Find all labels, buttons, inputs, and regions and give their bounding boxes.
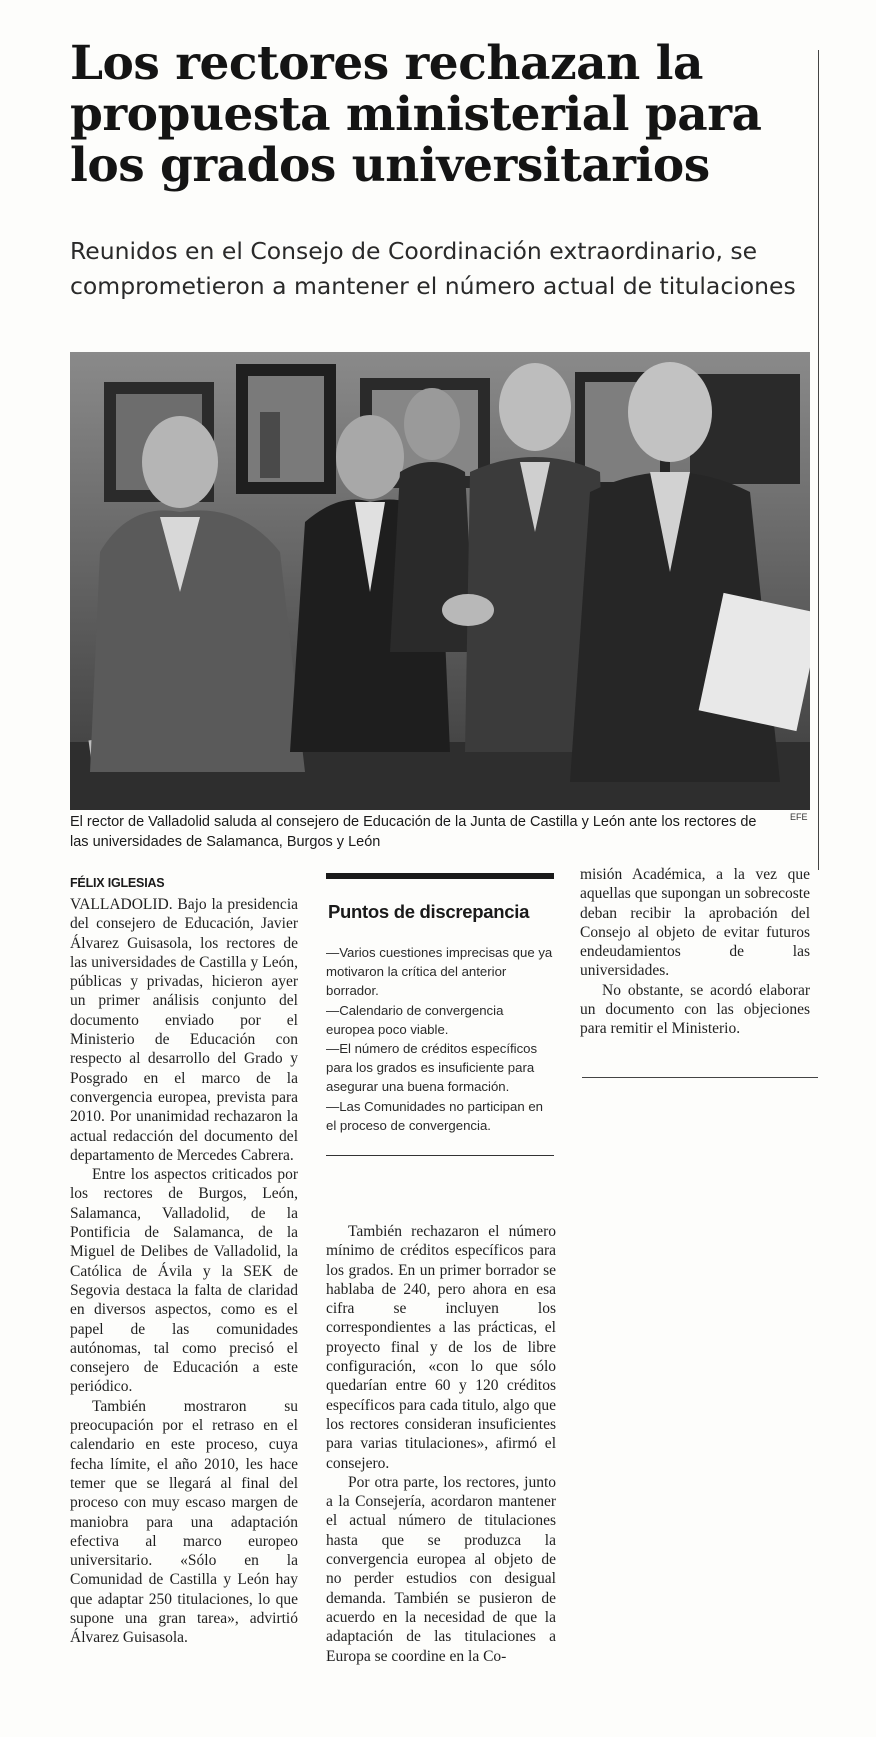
article-end-rule [582,1077,818,1078]
photo-credit: EFE [790,812,808,822]
sidebar-box [326,873,554,1156]
subheadline: Reunidos en el Consejo de Coordinación extraordinario, se comprometieron a mantener el número actual de titulaciones [70,237,796,300]
paragraph: misión Académica, a la vez que aquellas que supongan un sobrecoste deban recibir la aprobación del Consejo al objeto de evitar futuros endeudamientos de las universidades. [580,866,810,980]
headline: Los rectores rechazan la propuesta ministerial para los grados universitarios [70,36,762,193]
sidebar-bottom-rule [326,1155,554,1156]
paragraph: No obstante, se acordó elaborar un documento con las objeciones para remitir el Ministerio. [580,981,810,1038]
sidebar-title: Puntos de discrepancia [328,901,530,922]
paragraph: También rechazaron el número mínimo de créditos específicos para los grados. En un primer borrador se hablaba de 240, pero ahora en esa cifra se incluyen los correspondientes a las prácticas, el proyecto final y de los de libre configuración, «con lo que sólo quedarían entre 60 y 120 créditos específicos para cada titulo, algo que los rectores consideran insuficientes para varias titulaciones», afirmó el consejero. [326,1223,556,1472]
paragraph: Entre los aspectos criticados por los rectores de Burgos, León, Salamanca, Valladolid, de la Pontificia de Salamanca, de la Miguel de Delibes de Valladolid, la Católica de Ávila y la SEK de Segovia destaca la falta de claridad en diversos aspectos, como es el papel de las comunidades autónomas, tal como precisó el consejero de Educación a este periódico. [70,1166,298,1396]
paragraph: VALLADOLID. Bajo la presidencia del consejero de Educación, Javier Álvarez Guisasola, los rectores de las universidades de Castilla y León, públicas y privadas, hicieron ayer un primer análisis conjunto del documento enviado por el Ministerio de Educación con respecto al desarrollo del Grado y Posgrado en el marco de la convergencia europea, prevista para 2010. Por unanimidad rechazaron la actual redacción del documento del departamento de Mercedes Cabrera. [70,896,298,1164]
paragraph: Por otra parte, los rectores, junto a la Consejería, acordaron mantener el actual número de titulaciones hasta que se produzca la convergencia europea al objeto de no perder estudios con desigual demanda. También se pusieron de acuerdo en la necesidad de que la adaptación de las titulaciones a Europa se coordine en la Co- [326,1473,556,1665]
byline: FÉLIX IGLESIAS [70,876,165,890]
sidebar-item: —El número de créditos específicos para los grados es insuficiente para asegurar una buena formación. [326,1041,538,1095]
sidebar-item: —Varios cuestiones imprecisas que ya motivaron la crítica del anterior borrador. [326,945,553,999]
sidebar-item: —Calendario de convergencia europea poco viable. [326,1002,504,1037]
column-rule [818,50,819,870]
sidebar-top-rule [326,873,554,879]
news-photo [70,352,810,810]
photo-caption: El rector de Valladolid saluda al consejero de Educación de la Junta de Castilla y León ante los rectores de las universidades de Salamanca, Burgos y León [70,814,757,850]
sidebar-item: —Las Comunidades no participan en el proceso de convergencia. [326,1098,543,1133]
article-column-2 [326,1222,556,1666]
photo-illustration [70,352,810,810]
paragraph: También mostraron su preocupación por el retraso en el calendario en este proceso, cuya fecha límite, el año 2010, les hace temer que se llegará al final del proceso con muy escaso margen de maniobra para una adaptación efectiva al marco europeo universitario. «Sólo en la Comunidad de Castilla y León hay que adaptar 250 titulaciones, lo que supone una gran tarea», advirtió Álvarez Guisasola. [70,1397,298,1647]
article-column-1 [70,895,298,1648]
article-column-3 [580,865,810,1039]
